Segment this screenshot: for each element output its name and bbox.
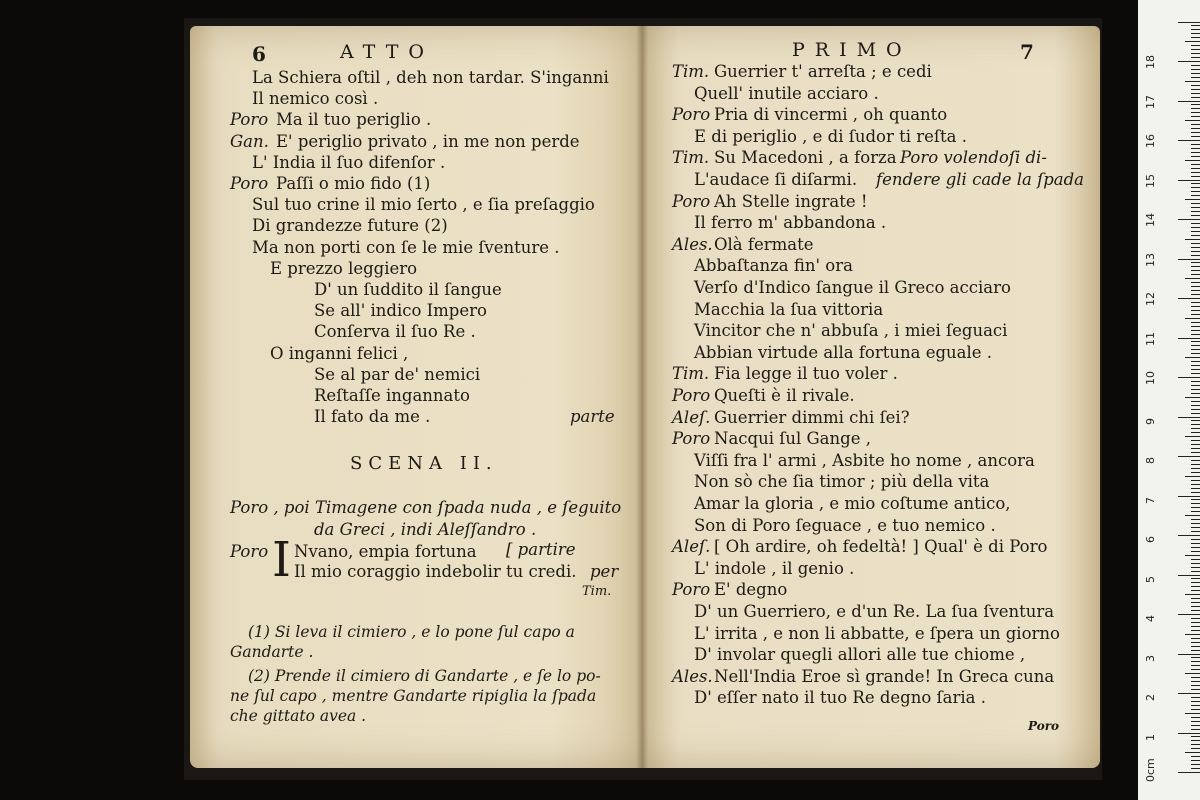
verse-line: E' degno bbox=[714, 580, 788, 600]
ruler-number: 10 bbox=[1144, 371, 1157, 385]
ruler-tick bbox=[1185, 160, 1200, 161]
verse-line: Sul tuo crine il mio ſerto , e ſia preſaggio bbox=[252, 195, 595, 215]
ruler-tick bbox=[1178, 456, 1200, 457]
ruler-tick bbox=[1178, 61, 1200, 62]
verse-line: Fia legge il tuo voler . bbox=[714, 364, 898, 384]
verse-line: Nvano, empia fortuna bbox=[294, 542, 477, 561]
ruler-tick bbox=[1191, 353, 1200, 354]
ruler-tick bbox=[1178, 22, 1200, 23]
ruler-tick bbox=[1191, 756, 1200, 757]
ruler-tick bbox=[1191, 132, 1200, 133]
ruler-tick bbox=[1191, 420, 1200, 421]
ruler-tick bbox=[1191, 322, 1200, 323]
ruler-tick bbox=[1191, 677, 1200, 678]
ruler-tick bbox=[1191, 266, 1200, 267]
ruler-tick bbox=[1191, 721, 1200, 722]
verse-line: Di grandezze future (2) bbox=[252, 216, 448, 236]
footnote: che gittato avea . bbox=[230, 707, 367, 725]
ruler-number: 3 bbox=[1144, 654, 1157, 662]
ruler-tick bbox=[1191, 211, 1200, 212]
ruler-tick bbox=[1178, 733, 1200, 734]
ruler-tick bbox=[1178, 693, 1200, 694]
ruler-number: 5 bbox=[1144, 575, 1157, 583]
verse-line: Queſti è il rivale. bbox=[714, 386, 855, 405]
ruler-tick bbox=[1191, 93, 1200, 94]
ruler-tick bbox=[1191, 314, 1200, 315]
ruler-tick bbox=[1191, 326, 1200, 327]
verse-line: Nell'India Eroe sì grande! In Greca cuna bbox=[714, 666, 1055, 686]
ruler-tick bbox=[1191, 409, 1200, 410]
verse-line: Olà fermate bbox=[714, 234, 814, 254]
ruler-tick bbox=[1191, 689, 1200, 690]
verse-line: Nacqui ſul Gange , bbox=[714, 429, 871, 449]
ruler-tick bbox=[1191, 665, 1200, 666]
ruler-tick bbox=[1191, 642, 1200, 643]
ruler-tick bbox=[1191, 606, 1200, 607]
ruler-tick bbox=[1178, 338, 1200, 339]
ruler-tick bbox=[1191, 582, 1200, 583]
ruler-tick bbox=[1191, 543, 1200, 544]
footnote: ne ſul capo , mentre Gandarte ripiglia la ſpada bbox=[230, 687, 597, 705]
ruler-tick bbox=[1185, 239, 1200, 240]
ruler-tick bbox=[1191, 468, 1200, 469]
ruler-tick bbox=[1191, 255, 1200, 256]
ruler-tick bbox=[1191, 559, 1200, 560]
ruler-tick bbox=[1191, 251, 1200, 252]
drop-cap: I bbox=[272, 532, 291, 588]
stage-note: fendere gli cade la ſpada bbox=[876, 170, 1084, 189]
ruler-tick bbox=[1191, 215, 1200, 216]
ruler-tick bbox=[1185, 397, 1200, 398]
verse-line: Ma non porti con ſe le mie ſventure . bbox=[252, 237, 560, 257]
verse-line: L' irrita , e non li abbatte, e ſpera un giorno bbox=[694, 623, 1060, 643]
ruler-tick bbox=[1191, 207, 1200, 208]
ruler-tick bbox=[1185, 357, 1200, 358]
ruler-tick bbox=[1191, 460, 1200, 461]
ruler-tick bbox=[1191, 488, 1200, 489]
verse-line: Se all' indico Impero bbox=[314, 301, 487, 321]
verse-line: D' involar quegli allori alle tue chiome , bbox=[694, 645, 1026, 665]
ruler-tick bbox=[1191, 290, 1200, 291]
ruler-number: 6 bbox=[1144, 536, 1157, 543]
ruler-tick bbox=[1191, 472, 1200, 473]
ruler-tick bbox=[1185, 594, 1200, 595]
ruler-tick bbox=[1191, 705, 1200, 706]
page-gutter bbox=[636, 26, 648, 768]
speaker-label: Aleſ. bbox=[672, 407, 711, 427]
ruler-tick bbox=[1191, 227, 1200, 228]
ruler-tick bbox=[1178, 377, 1200, 378]
verse-line: Ah Stelle ingrate ! bbox=[714, 191, 868, 211]
verse-line: Macchia la ſua vittoria bbox=[694, 299, 884, 319]
ruler-number: 9 bbox=[1144, 417, 1157, 425]
verse-line: O inganni felici , bbox=[270, 343, 409, 363]
ruler-number: 4 bbox=[1144, 615, 1157, 622]
ruler-tick bbox=[1191, 511, 1200, 512]
ruler-tick bbox=[1191, 89, 1200, 90]
verse-line: Son di Poro ſeguace , e tuo nemico . bbox=[694, 515, 996, 535]
ruler-tick bbox=[1191, 630, 1200, 631]
ruler-tick bbox=[1191, 725, 1200, 726]
verse-line: Il ferro m' abbandona . bbox=[694, 213, 887, 233]
stage-note: [ partire bbox=[506, 540, 576, 559]
ruler-number: 17 bbox=[1144, 94, 1157, 109]
verse-line: Conſerva il ſuo Re . bbox=[314, 322, 476, 342]
ruler-tick bbox=[1191, 448, 1200, 449]
ruler-tick bbox=[1191, 657, 1200, 658]
page-number-left: 6 bbox=[252, 42, 266, 66]
ruler-tick bbox=[1191, 294, 1200, 295]
stage-note: Poro volendoſi di- bbox=[900, 148, 1047, 168]
verse-line: E di periglio , e di ſudor ti reſta . bbox=[694, 126, 967, 146]
ruler-tick bbox=[1191, 144, 1200, 145]
ruler-unit-label: 0cm bbox=[1144, 758, 1157, 782]
ruler-tick bbox=[1191, 164, 1200, 165]
ruler-tick bbox=[1191, 302, 1200, 303]
ruler-tick bbox=[1185, 120, 1200, 121]
ruler-tick bbox=[1185, 278, 1200, 279]
scene-heading: SCENA II. bbox=[350, 453, 498, 474]
ruler-tick bbox=[1185, 515, 1200, 516]
ruler-tick bbox=[1191, 176, 1200, 177]
ruler-tick bbox=[1191, 77, 1200, 78]
ruler-tick bbox=[1191, 590, 1200, 591]
ruler-tick bbox=[1191, 172, 1200, 173]
stage-note: parte bbox=[570, 407, 615, 427]
verse-line: Il mio coraggio indebolir tu credi. bbox=[294, 562, 577, 581]
ruler-tick bbox=[1191, 748, 1200, 749]
ruler-tick bbox=[1178, 614, 1200, 615]
ruler-tick bbox=[1191, 112, 1200, 113]
footnote: (2) Prende il cimiero di Gandarte , e ſe lo po- bbox=[248, 667, 601, 685]
ruler-tick bbox=[1191, 373, 1200, 374]
ruler-tick bbox=[1191, 717, 1200, 718]
verse-line: E' periglio privato , in me non perde bbox=[276, 131, 580, 151]
ruler-tick bbox=[1191, 650, 1200, 651]
ruler-tick bbox=[1191, 25, 1200, 26]
ruler-tick bbox=[1191, 195, 1200, 196]
ruler-tick bbox=[1178, 180, 1200, 181]
ruler-tick bbox=[1191, 53, 1200, 54]
ruler-tick bbox=[1191, 330, 1200, 331]
ruler-tick bbox=[1185, 41, 1200, 42]
footnote: Gandarte . bbox=[230, 643, 314, 661]
speaker-label: Poro bbox=[672, 386, 711, 405]
ruler-tick bbox=[1191, 45, 1200, 46]
ruler-tick bbox=[1191, 148, 1200, 149]
ruler-tick bbox=[1185, 634, 1200, 635]
ruler-tick bbox=[1191, 270, 1200, 271]
ruler-tick bbox=[1191, 551, 1200, 552]
verse-line: D' eſſer nato il tuo Re degno ſaria . bbox=[694, 688, 986, 708]
ruler-tick bbox=[1191, 626, 1200, 627]
ruler-tick bbox=[1191, 764, 1200, 765]
ruler-tick bbox=[1178, 575, 1200, 576]
ruler-tick bbox=[1191, 381, 1200, 382]
ruler-tick bbox=[1191, 646, 1200, 647]
verse-line: Abbaſtanza fin' ora bbox=[694, 256, 853, 276]
running-head-right: PRIMO bbox=[792, 39, 912, 61]
ruler-number: 7 bbox=[1144, 496, 1157, 504]
ruler-number: 18 bbox=[1144, 55, 1157, 69]
ruler-tick bbox=[1191, 709, 1200, 710]
running-head-left: ATTO bbox=[340, 41, 434, 63]
speaker-label: Tim. bbox=[672, 364, 710, 384]
ruler-tick bbox=[1191, 401, 1200, 402]
speaker-label: Ales. bbox=[672, 234, 713, 254]
ruler-tick bbox=[1191, 586, 1200, 587]
ruler-tick bbox=[1191, 247, 1200, 248]
ruler-tick bbox=[1191, 499, 1200, 500]
ruler-tick bbox=[1191, 369, 1200, 370]
speaker-label: Ales. bbox=[672, 666, 713, 686]
verse-line: D' un ſuddito il ſangue bbox=[314, 280, 502, 299]
ruler-tick bbox=[1185, 318, 1200, 319]
ruler-tick bbox=[1191, 507, 1200, 508]
ruler-tick bbox=[1191, 389, 1200, 390]
ruler-tick bbox=[1191, 492, 1200, 493]
ruler-tick bbox=[1178, 772, 1200, 773]
ruler-number: 13 bbox=[1144, 252, 1157, 267]
speaker-label: Gan. bbox=[230, 131, 269, 151]
verse-line: Il fato da me . bbox=[314, 407, 431, 427]
ruler-tick bbox=[1191, 768, 1200, 769]
ruler-tick bbox=[1191, 424, 1200, 425]
footnote: (1) Si leva il cimiero , e lo pone ſul capo a bbox=[248, 623, 575, 641]
ruler-tick bbox=[1191, 685, 1200, 686]
ruler-tick bbox=[1191, 638, 1200, 639]
ruler-tick bbox=[1191, 187, 1200, 188]
verse-line: Viſſi fra l' armi , Asbite ho nome , ancora bbox=[694, 450, 1035, 470]
ruler-tick bbox=[1191, 744, 1200, 745]
verse-line: L'audace ſi diſarmi. bbox=[694, 170, 858, 189]
ruler-tick bbox=[1178, 417, 1200, 418]
ruler-tick bbox=[1191, 65, 1200, 66]
ruler-tick bbox=[1178, 535, 1200, 536]
ruler-tick bbox=[1191, 618, 1200, 619]
speaker-label: Poro bbox=[230, 174, 269, 193]
verse-line: Guerrier dimmi chi ſei? bbox=[714, 407, 910, 427]
ruler-tick bbox=[1191, 602, 1200, 603]
speaker-label: Poro bbox=[672, 429, 711, 449]
ruler-tick bbox=[1191, 33, 1200, 34]
speaker-label: Poro bbox=[672, 580, 711, 600]
ruler-tick bbox=[1191, 760, 1200, 761]
ruler-tick bbox=[1191, 183, 1200, 184]
ruler-tick bbox=[1191, 523, 1200, 524]
speaker-label: Tim. bbox=[672, 62, 710, 81]
ruler-tick bbox=[1191, 136, 1200, 137]
ruler-tick bbox=[1191, 440, 1200, 441]
ruler-tick bbox=[1191, 432, 1200, 433]
ruler-tick bbox=[1191, 539, 1200, 540]
ruler-tick bbox=[1191, 681, 1200, 682]
ruler-tick bbox=[1191, 519, 1200, 520]
ruler-tick bbox=[1191, 282, 1200, 283]
ruler-tick bbox=[1191, 286, 1200, 287]
ruler-number: 11 bbox=[1144, 331, 1157, 346]
stage-note: Tim. bbox=[582, 584, 612, 599]
ruler-tick bbox=[1191, 531, 1200, 532]
ruler-tick bbox=[1191, 104, 1200, 105]
ruler-tick bbox=[1178, 298, 1200, 299]
ruler-tick bbox=[1191, 334, 1200, 335]
speaker-label: Poro bbox=[672, 191, 711, 211]
ruler-tick bbox=[1191, 405, 1200, 406]
ruler-tick bbox=[1191, 661, 1200, 662]
stage-note: per bbox=[590, 562, 619, 581]
verse-line: L' India il ſuo difenſor . bbox=[252, 152, 446, 172]
ruler-tick bbox=[1191, 29, 1200, 30]
ruler-number: 2 bbox=[1144, 694, 1157, 701]
verse-line: Pria di vincermi , oh quanto bbox=[714, 105, 948, 125]
ruler-number: 14 bbox=[1144, 213, 1157, 227]
ruler-tick bbox=[1191, 341, 1200, 342]
ruler-tick bbox=[1191, 547, 1200, 548]
speaker-label: Poro bbox=[230, 542, 269, 561]
ruler-tick bbox=[1191, 108, 1200, 109]
ruler-tick bbox=[1191, 243, 1200, 244]
ruler-tick bbox=[1185, 199, 1200, 200]
speaker-label: Aleſ. bbox=[672, 537, 711, 557]
ruler-tick bbox=[1191, 563, 1200, 564]
ruler-tick bbox=[1191, 73, 1200, 74]
ruler-number: 8 bbox=[1144, 457, 1157, 464]
ruler-tick bbox=[1185, 436, 1200, 437]
ruler-tick bbox=[1191, 116, 1200, 117]
ruler-tick bbox=[1185, 555, 1200, 556]
ruler-tick bbox=[1191, 413, 1200, 414]
ruler-tick bbox=[1178, 496, 1200, 497]
verse-line: Non sò che ſia timor ; più della vita bbox=[694, 472, 990, 492]
ruler-tick bbox=[1191, 156, 1200, 157]
ruler-tick bbox=[1191, 527, 1200, 528]
verse-line: Verſo d'Indico ſangue il Greco acciaro bbox=[694, 278, 1011, 297]
verse-line: Reſtaſſe ingannato bbox=[314, 386, 470, 405]
ruler-number: 16 bbox=[1144, 134, 1157, 148]
ruler-tick bbox=[1191, 622, 1200, 623]
ruler-tick bbox=[1191, 385, 1200, 386]
ruler-tick bbox=[1191, 262, 1200, 263]
ruler-tick bbox=[1191, 69, 1200, 70]
ruler-tick bbox=[1191, 578, 1200, 579]
ruler-tick bbox=[1191, 484, 1200, 485]
ruler-tick bbox=[1178, 219, 1200, 220]
verse-line: L' indole , il genio . bbox=[694, 558, 855, 578]
ruler-tick bbox=[1191, 168, 1200, 169]
speaker-label: Tim. bbox=[672, 148, 710, 168]
ruler-tick bbox=[1191, 610, 1200, 611]
ruler-tick bbox=[1191, 124, 1200, 125]
ruler-tick bbox=[1191, 310, 1200, 311]
ruler-tick bbox=[1178, 654, 1200, 655]
ruler-tick bbox=[1191, 567, 1200, 568]
ruler-tick bbox=[1191, 503, 1200, 504]
ruler-tick bbox=[1191, 729, 1200, 730]
ruler-tick bbox=[1191, 740, 1200, 741]
ruler-tick bbox=[1191, 128, 1200, 129]
right-page bbox=[642, 26, 1100, 768]
ruler-tick bbox=[1178, 101, 1200, 102]
verse-line: Se al par de' nemici bbox=[314, 364, 481, 384]
ruler-tick bbox=[1191, 349, 1200, 350]
ruler-tick bbox=[1191, 85, 1200, 86]
speaker-label: Poro bbox=[672, 105, 711, 125]
ruler-tick bbox=[1191, 365, 1200, 366]
ruler-tick bbox=[1191, 223, 1200, 224]
ruler-tick bbox=[1185, 752, 1200, 753]
ruler-tick bbox=[1191, 203, 1200, 204]
ruler-tick bbox=[1191, 736, 1200, 737]
ruler-number: 15 bbox=[1144, 173, 1157, 188]
ruler-tick bbox=[1191, 598, 1200, 599]
ruler-tick bbox=[1191, 97, 1200, 98]
ruler-tick bbox=[1191, 49, 1200, 50]
ruler-number: 12 bbox=[1144, 292, 1157, 306]
verse-line: D' un Guerriero, e d'un Re. La ſua ſventura bbox=[694, 602, 1055, 621]
verse-line: Ma il tuo periglio . bbox=[276, 110, 432, 130]
verse-line: Abbian virtude alla fortuna eguale . bbox=[694, 342, 993, 362]
verse-line: Il nemico così . bbox=[252, 89, 379, 109]
verse-line: [ Oh ardire, oh fedeltà! ] Qual' è di Poro bbox=[714, 537, 1048, 557]
ruler-tick bbox=[1191, 345, 1200, 346]
ruler-tick bbox=[1191, 464, 1200, 465]
measurement-ruler bbox=[1138, 0, 1200, 800]
verse-line: La Schiera oſtil , deh non tardar. S'inganni bbox=[252, 68, 609, 87]
verse-line: Quell' inutile acciaro . bbox=[694, 83, 879, 103]
ruler-tick bbox=[1178, 140, 1200, 141]
verse-line: Guerrier t' arreſta ; e cedi bbox=[714, 62, 932, 81]
ruler-tick bbox=[1178, 259, 1200, 260]
ruler-tick bbox=[1191, 361, 1200, 362]
ruler-tick bbox=[1191, 428, 1200, 429]
ruler-tick bbox=[1191, 669, 1200, 670]
ruler-tick bbox=[1191, 571, 1200, 572]
ruler-tick bbox=[1185, 673, 1200, 674]
ruler-tick bbox=[1191, 701, 1200, 702]
verse-line: Amar la gloria , e mio coſtume antico, bbox=[694, 494, 1011, 513]
left-page bbox=[190, 26, 642, 768]
ruler-tick bbox=[1191, 306, 1200, 307]
verse-line: Su Macedoni , a forza bbox=[714, 148, 897, 168]
ruler-tick bbox=[1191, 57, 1200, 58]
verse-line: Vincitor che n' abbuſa , i miei ſeguaci bbox=[694, 321, 1008, 341]
stage-direction: da Greci , indi Aleſſandro . bbox=[314, 520, 537, 539]
ruler-tick bbox=[1191, 697, 1200, 698]
page-number-right: 7 bbox=[1020, 40, 1034, 64]
stage-direction: Poro , poi Timagene con ſpada nuda , e ſeguito bbox=[230, 498, 622, 517]
speaker-label: Poro bbox=[230, 110, 269, 130]
ruler-tick bbox=[1185, 81, 1200, 82]
ruler-tick bbox=[1191, 393, 1200, 394]
ruler-tick bbox=[1185, 476, 1200, 477]
ruler-tick bbox=[1191, 152, 1200, 153]
ruler-tick bbox=[1191, 452, 1200, 453]
ruler-tick bbox=[1191, 37, 1200, 38]
ruler-tick bbox=[1191, 444, 1200, 445]
ruler-tick bbox=[1185, 713, 1200, 714]
ruler-tick bbox=[1191, 235, 1200, 236]
ruler-tick bbox=[1191, 480, 1200, 481]
ruler-tick bbox=[1191, 274, 1200, 275]
ruler-number: 1 bbox=[1144, 733, 1157, 741]
ruler-tick bbox=[1191, 231, 1200, 232]
verse-line: E prezzo leggiero bbox=[270, 258, 418, 278]
verse-line: Paſſi o mio fido (1) bbox=[276, 174, 431, 193]
ruler-tick bbox=[1191, 191, 1200, 192]
catchword: Poro bbox=[1028, 719, 1060, 733]
